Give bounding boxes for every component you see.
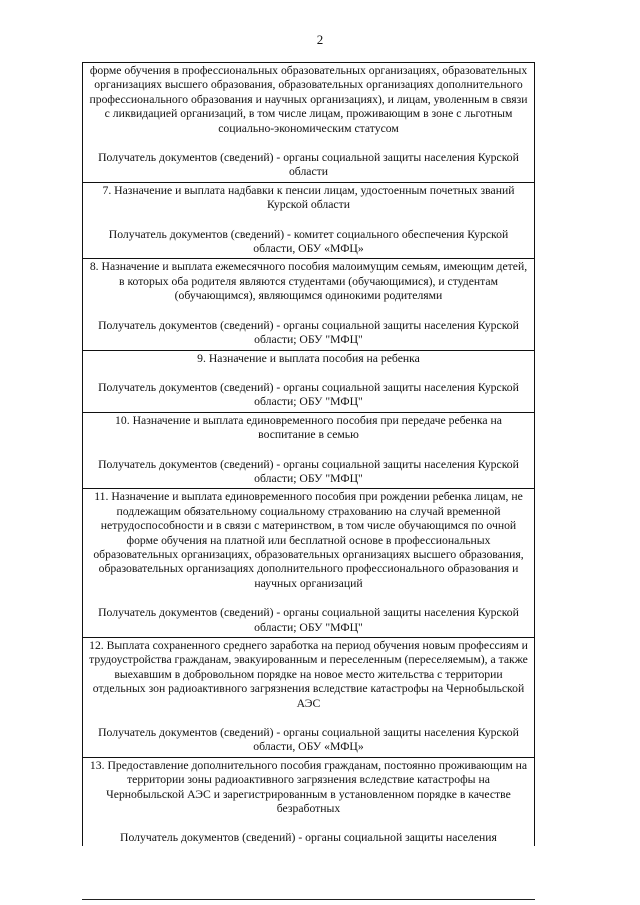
recipient-text: Получатель документов (сведений) - комитет социального обеспечения Курской области, ОБУ «МФЦ»	[108, 227, 509, 256]
table-cell	[83, 259, 535, 350]
table-cell	[83, 182, 535, 259]
table-row	[83, 350, 535, 412]
service-description: 13. Предоставление дополнительного пособия гражданам, постоянно проживающим на территории зоны радиоактивного загрязнения вследствие катастрофы на Чернобыльской АЭС и зарегистрированным в установленном порядке в качестве безработных	[89, 758, 528, 816]
recipient-text: Получатель документов (сведений) - органы социальной защиты населения Курской области	[98, 151, 519, 179]
table-row	[83, 489, 535, 638]
recipient-text: Получатель документов (сведений) - органы социальной защиты населения Курской области; ОБУ "МФЦ"	[98, 380, 519, 409]
table-cell	[83, 412, 535, 489]
table-cell	[83, 757, 535, 846]
table-row	[83, 259, 535, 350]
service-description: 9. Назначение и выплата пособия на ребенка	[197, 351, 420, 365]
recipient-text: Получатель документов (сведений) - органы социальной защиты населения Курской области; ОБУ "МФЦ"	[98, 606, 519, 634]
table-row	[83, 757, 535, 846]
table-row	[83, 182, 535, 259]
table-row	[83, 412, 535, 489]
table-cell	[83, 489, 535, 638]
recipient-text: Получатель документов (сведений) - органы социальной защиты населения Курской области, ОБУ «МФЦ»	[98, 726, 519, 754]
table-cell	[83, 63, 535, 183]
table-cell	[83, 638, 535, 758]
page-bottom-rule	[82, 899, 535, 900]
table-cell	[83, 350, 535, 412]
service-description: 12. Выплата сохраненного среднего заработка на период обучения новым профессиям и трудоустройства гражданам, эвакуированным и переселенным (переселяемым), а также выехавшим в добровольном порядке на новое место жительства с территории отдельных зон радиоактивного загрязнения вследствие катастрофы на Чернобыльской АЭС	[89, 639, 528, 710]
page-number: 2	[316, 32, 324, 47]
table-row	[83, 63, 535, 183]
service-description: 8. Назначение и выплата ежемесячного пособия малоимущим семьям, имеющим детей, в которых оба родителя являются студентами (обучающимися), и студентам (обучающимся), являющимся одинокими родителями	[89, 260, 528, 303]
recipient-text: Получатель документов (сведений) - органы социальной защиты населения	[120, 831, 497, 845]
service-description: 10. Назначение и выплата единовременного пособия при передаче ребенка на воспитание в семью	[115, 413, 502, 442]
services-table	[82, 62, 535, 846]
table-row	[83, 638, 535, 758]
service-description: 11. Назначение и выплата единовременного пособия при рождении ребенка лицам, не подлежащим обязательному социальному страхованию на случай временной нетрудоспособности и в связи с материнством, в том числе обучающимся по очной форме обучения на платной или бесплатной основе в профессиональных образовательных организациях, образовательных организациях высшего образования, образовательных организациях дополнительного профессионального образования и научных организаций	[93, 490, 524, 590]
recipient-text: Получатель документов (сведений) - органы социальной защиты населения Курской области; ОБУ "МФЦ"	[98, 457, 519, 485]
service-description: форме обучения в профессиональных образовательных организациях, образовательных организациях высшего образования, образовательных организациях дополнительного профессионального образования и научных организациях), и лицам, уволенным в связи с ликвидацией организаций, в том числе лицам, проживающим в зоне с льготным социально-экономическим статусом	[89, 64, 528, 135]
recipient-text: Получатель документов (сведений) - органы социальной защиты населения Курской области; ОБУ "МФЦ"	[98, 318, 519, 347]
service-description: 7. Назначение и выплата надбавки к пенсии лицам, удостоенным почетных званий Курской области	[102, 183, 515, 212]
